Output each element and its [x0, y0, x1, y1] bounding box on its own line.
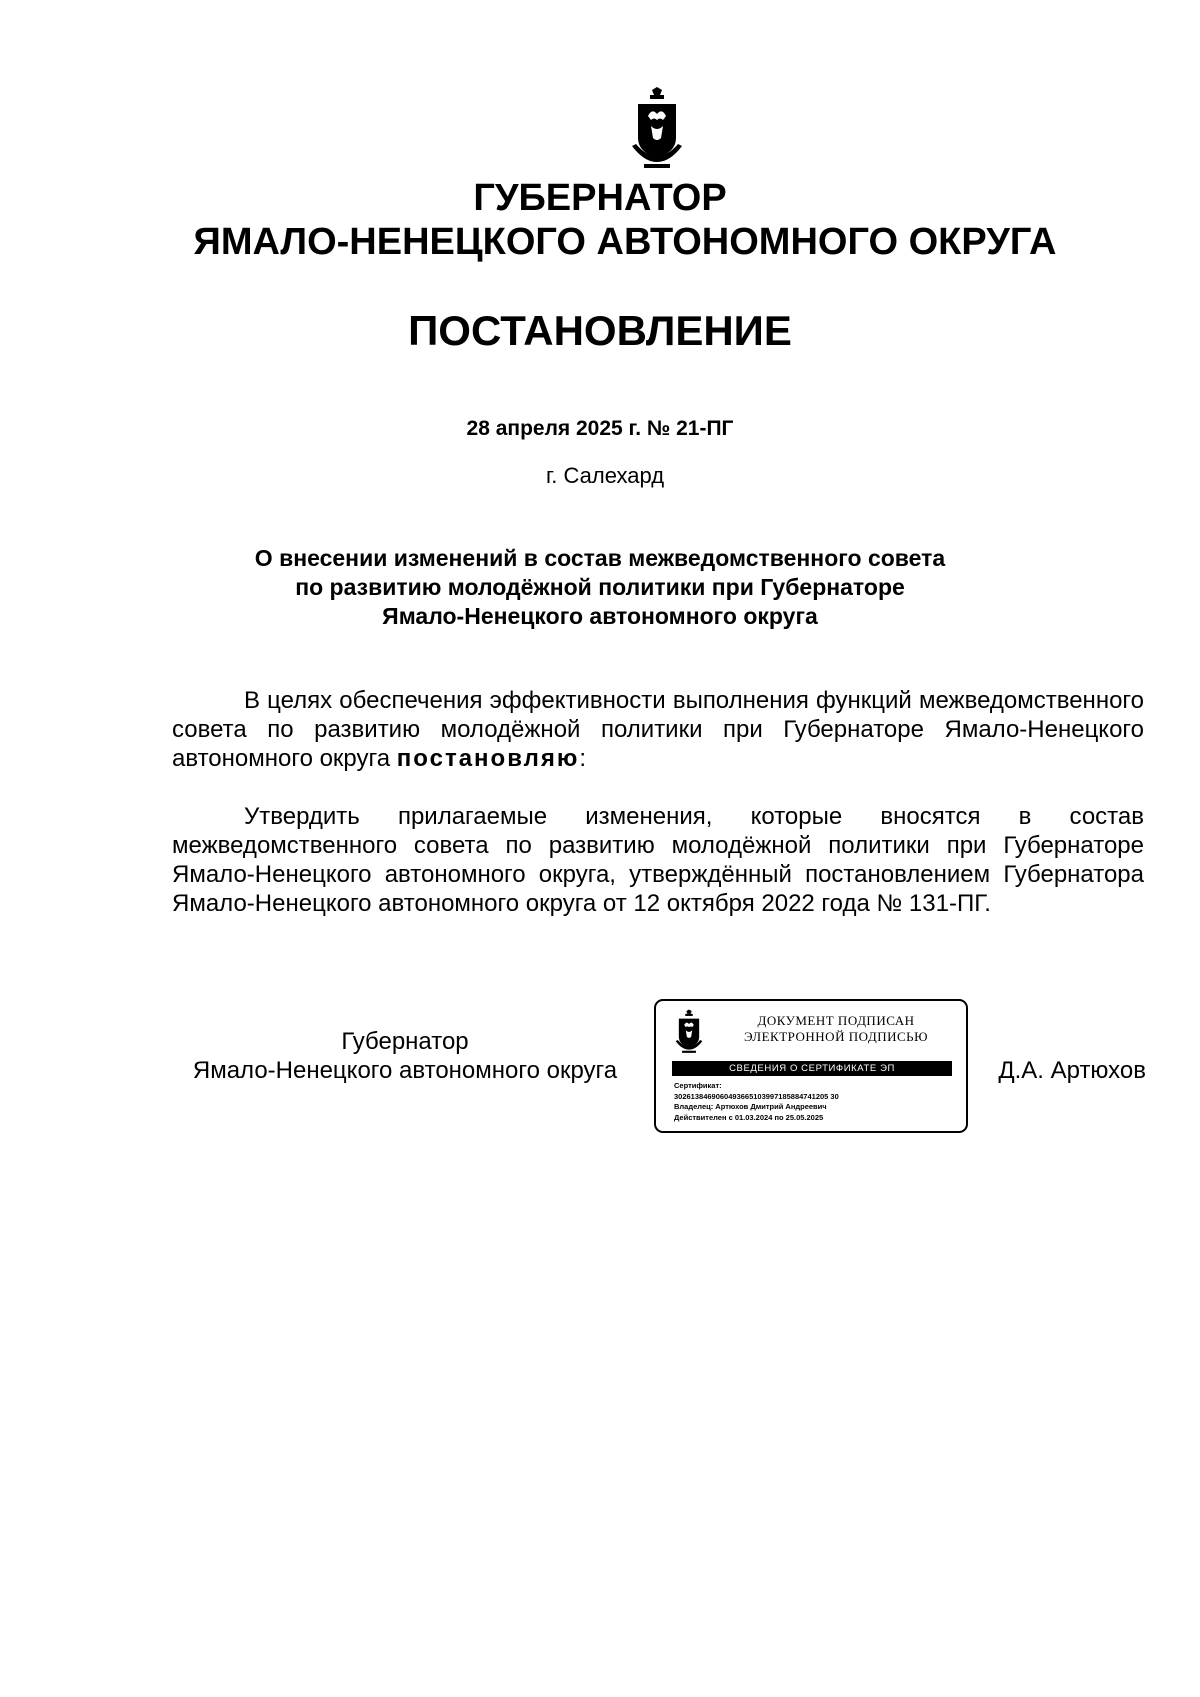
- signatory-title-line1: Губернатор: [341, 1028, 469, 1055]
- preamble-text: В целях обеспечения эффективности выполнения функций межведомственного совета по развитию молодёжной политики при Губернаторе Ямало-Ненецкого автономного округа: [172, 687, 1144, 772]
- org-title-line2: ЯМАЛО-НЕНЕЦКОГО АВТОНОМНОГО ОКРУГА: [193, 221, 1057, 263]
- electronic-signature-stamp: [654, 999, 968, 1133]
- signatory-title-line2: Ямало-Ненецкого автономного округа: [192, 1057, 618, 1084]
- stamp-heading: [716, 1013, 956, 1045]
- stamp-owner: Владелец: Артюхов Дмитрий Андреевич: [674, 1102, 827, 1111]
- subject-line: О внесении изменений в состав межведомственного совета: [254, 545, 946, 571]
- document-subject: [0, 544, 1200, 631]
- stamp-cert-bar: СВЕДЕНИЯ О СЕРТИФИКАТЕ ЭП: [672, 1061, 952, 1076]
- signatory-title: [172, 1027, 638, 1085]
- stamp-heading-line2: ЭЛЕКТРОННОЙ ПОДПИСЬЮ: [744, 1029, 928, 1044]
- stamp-heading-line1: ДОКУМЕНТ ПОДПИСАН: [757, 1013, 915, 1028]
- stamp-cert-label: Сертификат:: [674, 1081, 722, 1090]
- subject-line: по развитию молодёжной политики при Губернаторе: [295, 574, 905, 600]
- city: г. Салехард: [545, 463, 665, 488]
- org-title-line1: ГУБЕРНАТОР: [473, 177, 727, 219]
- signatory-name: Д.А. Артюхов: [998, 1057, 1146, 1084]
- date-number: 28 апреля 2025 г. № 21-ПГ: [466, 417, 734, 440]
- document-type: ПОСТАНОВЛЕНИЕ: [408, 307, 792, 354]
- coat-of-arms-icon: [630, 86, 684, 172]
- stamp-validity: Действителен с 01.03.2024 по 25.05.2025: [674, 1112, 824, 1122]
- paragraph-decision: Утвердить прилагаемые изменения, которые вносятся в состав межведомственного совета по развитию молодёжной политики при Губернаторе Ямало-Ненецкого автономного округа, утверждённый постановлением Губернатора Ямало-Ненецкого автономного округа от 12 октября 2022 года № 131-ПГ.: [172, 803, 1144, 917]
- coat-of-arms-icon: [674, 1009, 704, 1055]
- paragraph-preamble: [172, 686, 1144, 773]
- preamble-end: :: [579, 745, 587, 772]
- stamp-cert-value: 3026138469060493665103997185884741205 30: [674, 1091, 839, 1101]
- decree-keyword: постановляю: [396, 745, 580, 772]
- stamp-cert-details: [674, 1081, 964, 1123]
- subject-line: Ямало-Ненецкого автономного округа: [382, 603, 818, 629]
